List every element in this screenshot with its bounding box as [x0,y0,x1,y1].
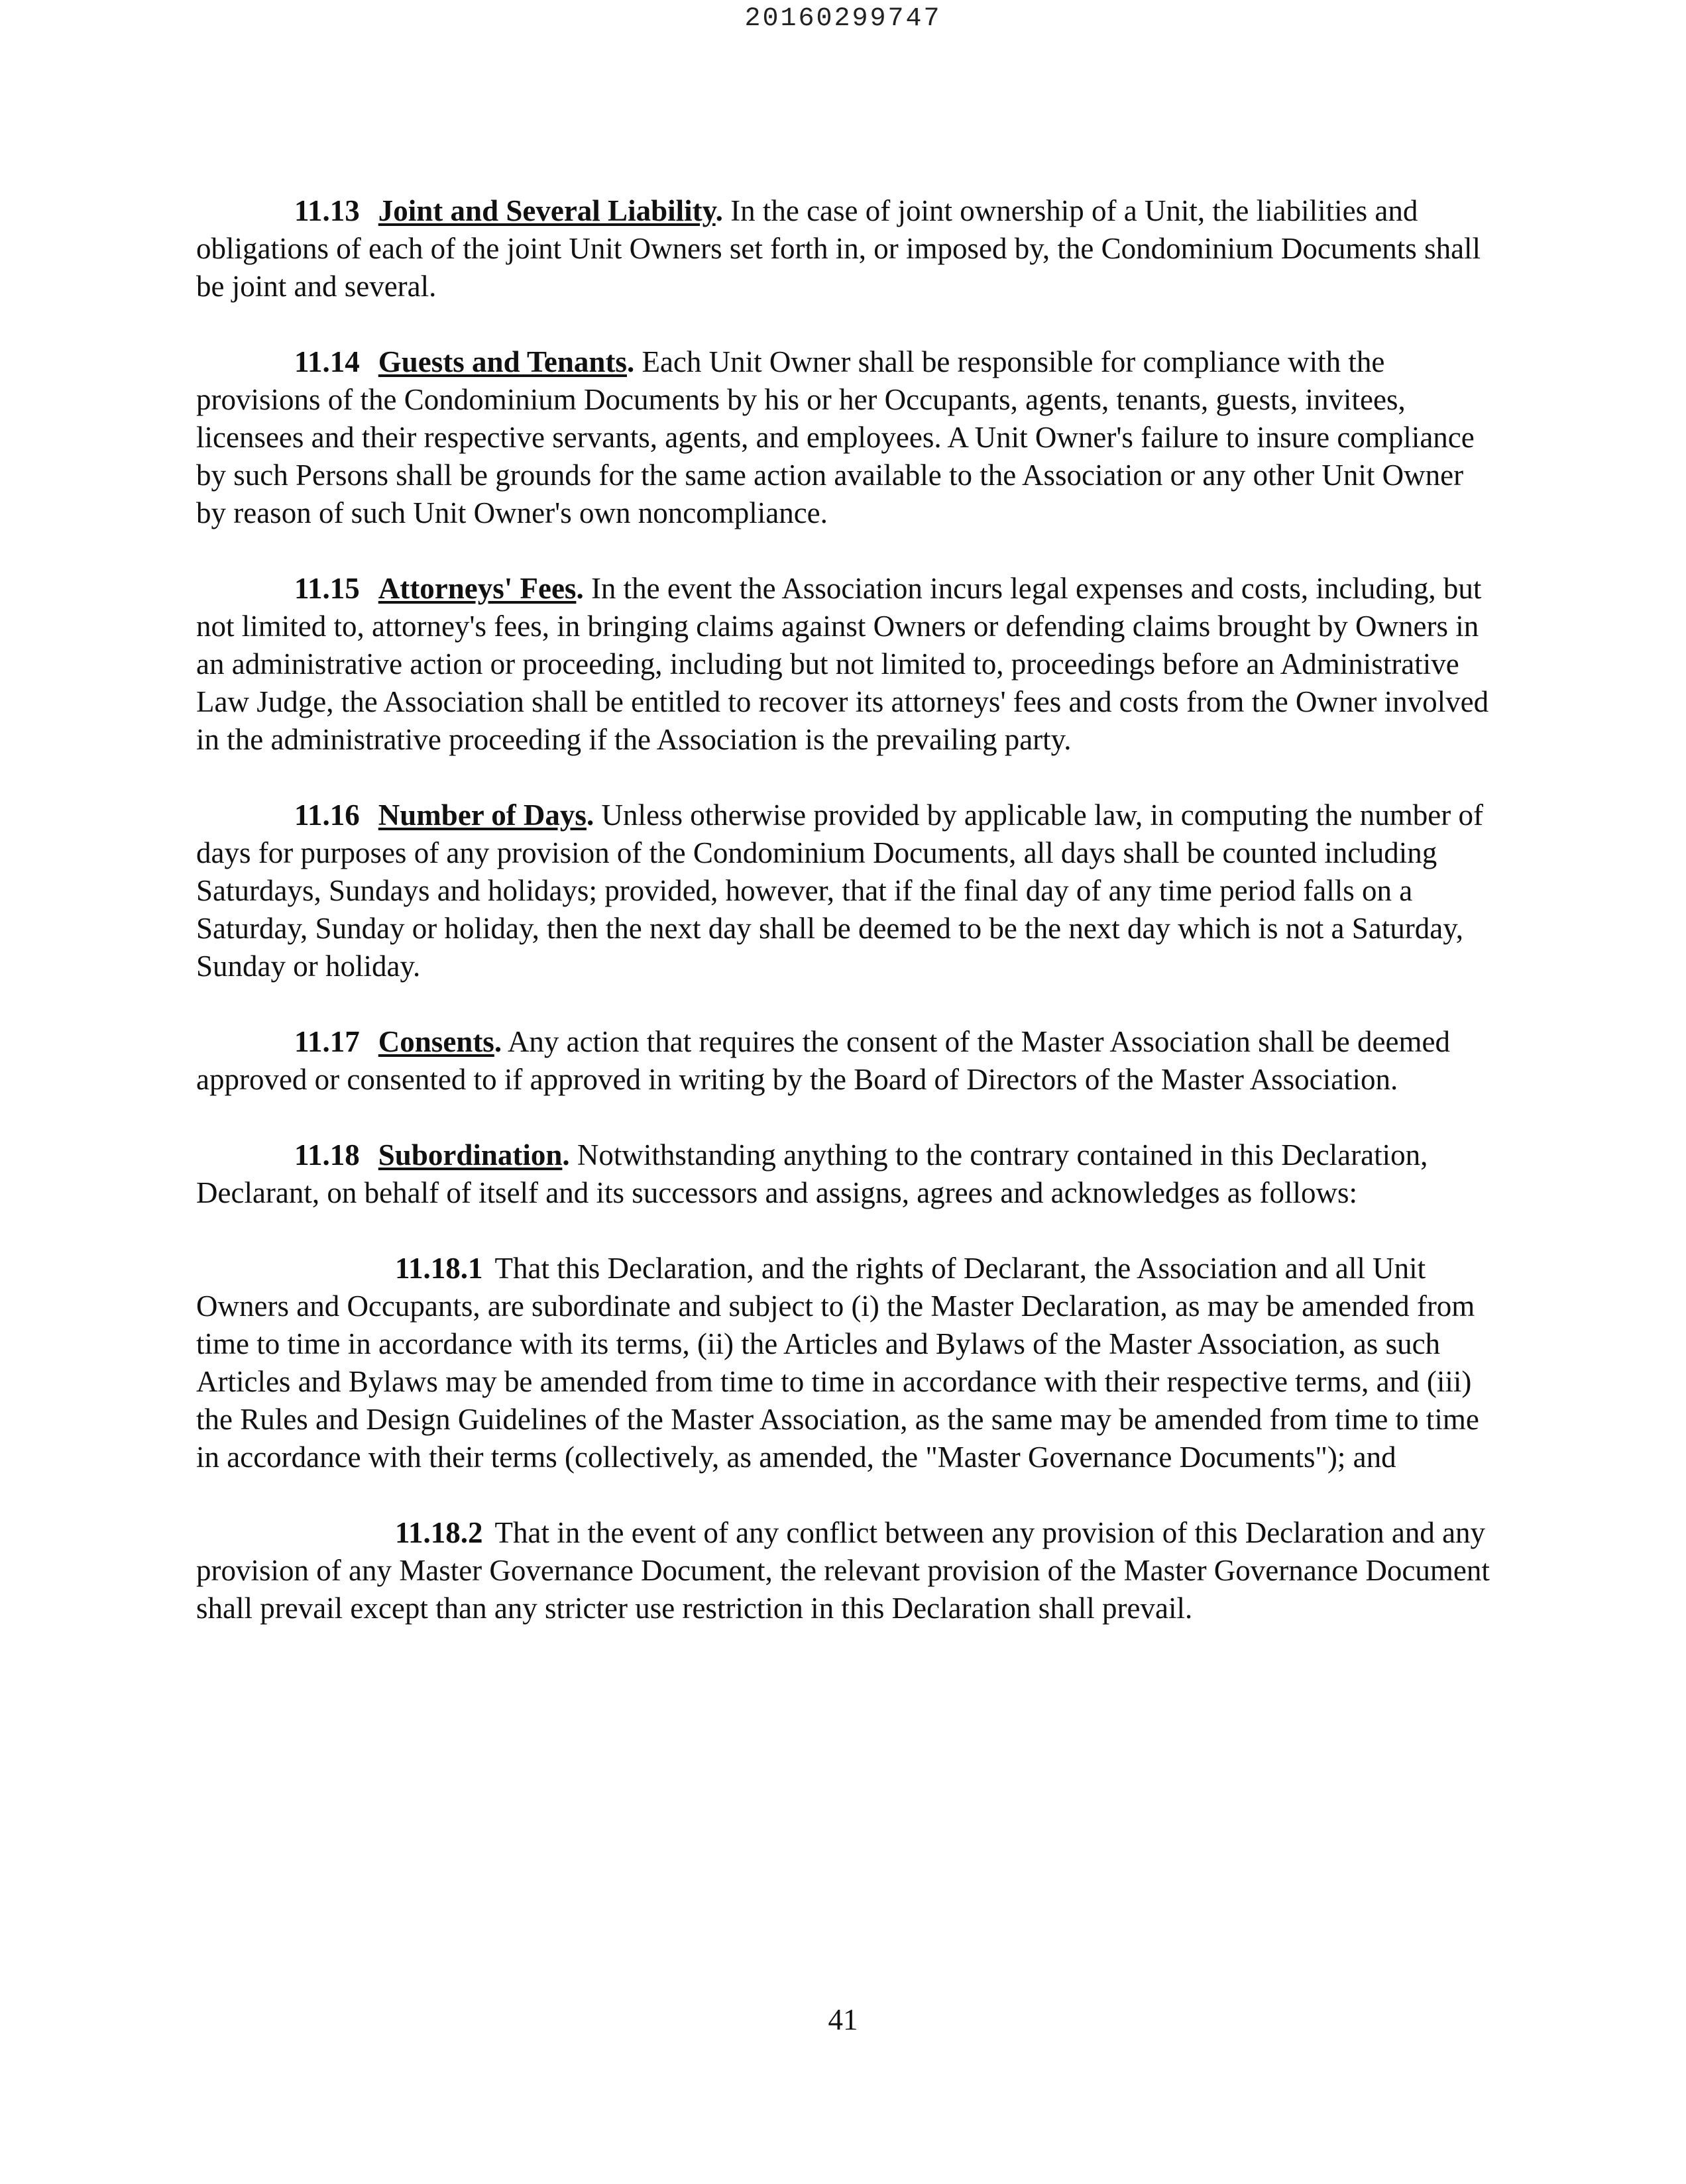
title-period: . [586,798,594,832]
section-title: Consents [378,1025,494,1058]
subsection-number: 11.18.2 [395,1516,483,1549]
section-number: 11.16 [294,798,360,832]
subsection-text: That this Declaration, and the rights of Declarant, the Association and all Unit Owners and Occupants, are subordinate and subject to (i) the Master Declaration, as may be amended from time to time in accordance with its terms, (ii) the Articles and Bylaws of the Master Association, as such Articles and Bylaws may be amended from time to time in accordance with their respective terms, and (iii) the Rules and Design Guidelines of the Master Association, as the same may be amended from time to time in accordance with their terms (collectively, as amended, the "Master Governance Documents"); and [196,1252,1479,1474]
section-title: Number of Days [378,798,587,832]
section-number: 11.18 [294,1138,360,1172]
subsection-11-18-2 [196,1514,1498,1627]
section-number: 11.15 [294,572,360,605]
section-11-15 [196,570,1498,759]
section-text: Any action that requires the consent of the Master Association shall be deemed approved or consented to if approved in writing by the Board of Directors of the Master Association. [196,1025,1450,1096]
section-number: 11.14 [294,345,360,378]
section-number: 11.13 [294,194,360,227]
subsection-number: 11.18.1 [395,1252,483,1285]
section-text: In the event the Association incurs legal expenses and costs, including, but not limited to, attorney's fees, in bringing claims against Owners or defending claims brought by Owners in an administrative action or proceeding, including but not limited to, proceedings before an Administrative Law Judge, the Association shall be entitled to recover its attorneys' fees and costs from the Owner involved in the administrative proceeding if the Association is the prevailing party. [196,572,1489,756]
section-11-18 [196,1136,1498,1212]
section-text: Each Unit Owner shall be responsible for compliance with the provisions of the Condominium Documents by his or her Occupants, agents, tenants, guests, invitees, licensees and their respective servants, agents, and employees. A Unit Owner's failure to insure compliance by such Persons shall be grounds for the same action available to the Association or any other Unit Owner by reason of such Unit Owner's own noncompliance. [196,345,1475,529]
title-period: . [715,194,723,227]
section-11-17 [196,1023,1498,1099]
title-period: . [562,1138,570,1172]
title-period: . [626,345,635,378]
subsection-11-18-1 [196,1250,1498,1476]
subsection-text: That in the event of any conflict between any provision of this Declaration and any provision of any Master Governance Document, the relevant provision of the Master Governance Document shall prevail except than any stricter use restriction in this Declaration shall prevail. [196,1516,1490,1625]
page-number: 41 [828,2003,858,2036]
section-number: 11.17 [294,1025,360,1058]
section-11-14 [196,343,1498,532]
title-period: . [494,1025,502,1058]
section-title: Guests and Tenants [378,345,627,378]
section-11-16 [196,796,1498,985]
document-body [196,192,1498,1627]
section-text: Unless otherwise provided by applicable law, in computing the number of days for purposes of any provision of the Condominium Documents, all days shall be counted including Saturdays, Sundays and holidays; provided, however, that if the final day of any time period falls on a Saturday, Sunday or holiday, then the next day shall be deemed to be the next day which is not a Saturday, Sunday or holiday. [196,798,1483,983]
section-11-13 [196,192,1498,305]
section-title: Subordination [378,1138,563,1172]
document-number: 20160299747 [744,4,942,34]
section-text: In the case of joint ownership of a Unit, the liabilities and obligations of each of the joint Unit Owners set forth in, or imposed by, the Condominium Documents shall be joint and several. [196,194,1481,303]
title-period: . [576,572,584,605]
section-text: Notwithstanding anything to the contrary contained in this Declaration, Declarant, on behalf of itself and its successors and assigns, agrees and acknowledges as follows: [196,1138,1428,1209]
section-title: Joint and Several Liability [378,194,716,227]
section-title: Attorneys' Fees [378,572,577,605]
